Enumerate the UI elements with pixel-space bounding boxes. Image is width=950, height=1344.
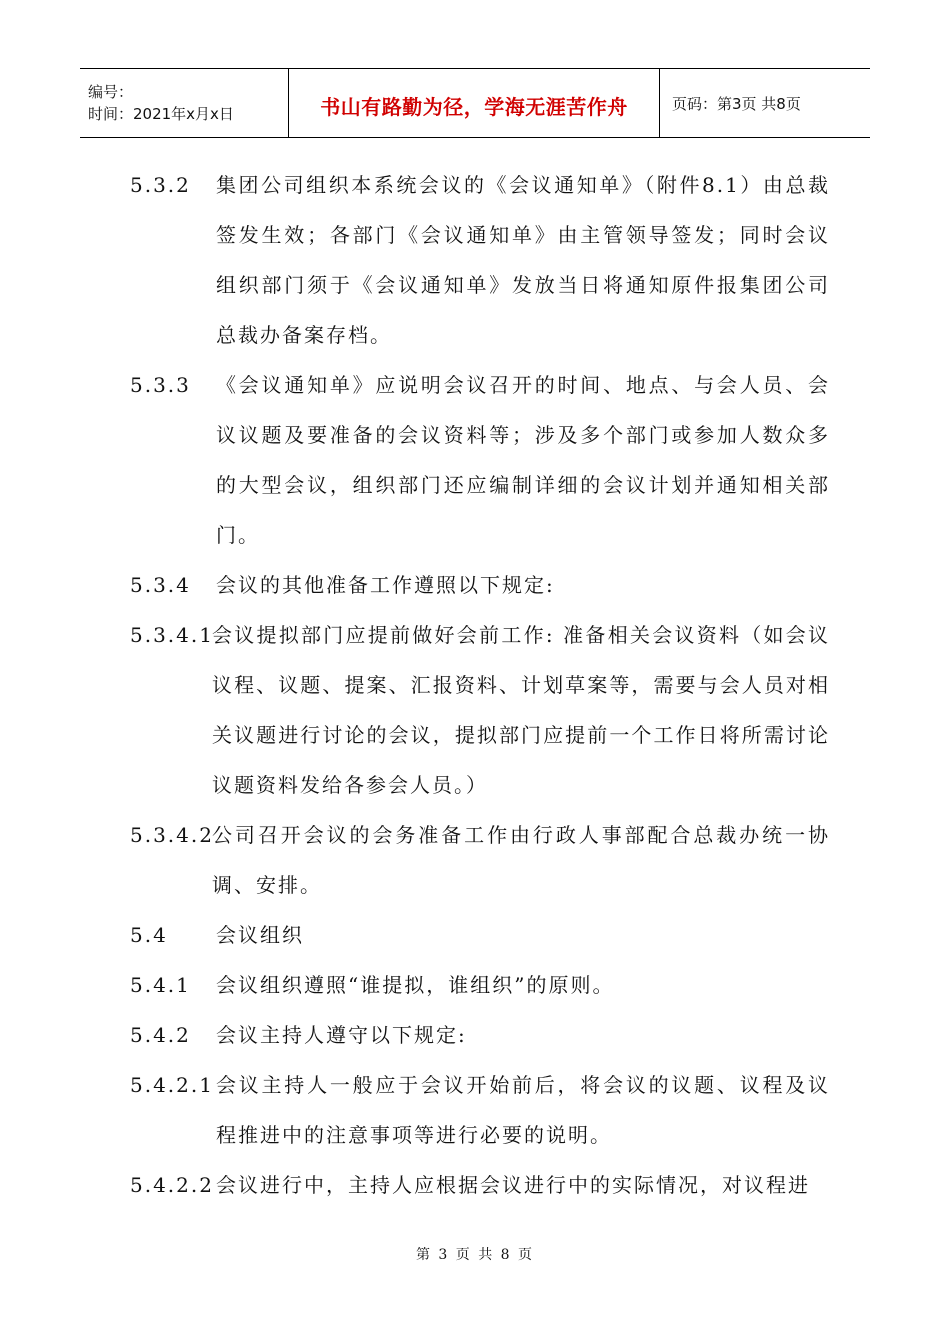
clause-text: 会议提拟部门应提前做好会前工作: 准备相关会议资料（如会议议程、议题、提案、汇报资料、计划草案等，需要与会人员对相关议题进行讨论的会议，提拟部门应提前一个工作日将所需讨论议题资料发给各参会人员。） [212, 623, 830, 797]
clause-5-3-4-2 [130, 810, 830, 910]
clause-number: 5.4 [130, 923, 168, 947]
clause-text: 会议组织遵照“谁提拟，谁组织”的原则。 [216, 973, 615, 997]
clause-text: 会议进行中，主持人应根据会议进行中的实际情况，对议程进 [216, 1173, 810, 1197]
header-page-label: 页码：第3页 共8页 [672, 94, 801, 113]
clause-text: 集团公司组织本系统会议的《会议通知单》（附件8.1）由总裁签发生效；各部门《会议通知单》由主管领导签发；同时会议组织部门须于《会议通知单》发放当日将通知原件报集团公司总裁办备案存档。 [216, 173, 830, 347]
page-header [80, 68, 870, 138]
clause-5-4-1 [130, 960, 830, 1010]
clause-5-4-2-2 [130, 1160, 830, 1210]
clause-number: 5.3.3 [130, 373, 191, 397]
clause-5-3-4 [130, 560, 830, 610]
clause-text: 公司召开会议的会务准备工作由行政人事部配合总裁办统一协调、安排。 [212, 823, 830, 897]
page-footer: 第 3 页 共 8 页 [415, 1247, 535, 1263]
header-left-cell [80, 69, 289, 137]
clause-number: 5.4.2 [130, 1023, 191, 1047]
clause-number: 5.3.2 [130, 173, 191, 197]
clause-text: 会议主持人一般应于会议开始前后，将会议的议题、议程及议程推进中的注意事项等进行必要的说明。 [216, 1073, 830, 1147]
document-body [130, 160, 830, 1210]
clause-number: 5.3.4.2 [130, 823, 214, 847]
clause-number: 5.4.2.2 [130, 1173, 214, 1197]
clause-number: 5.4.2.1 [130, 1073, 214, 1097]
clause-text: 会议的其他准备工作遵照以下规定: [216, 573, 555, 597]
header-page-cell [660, 69, 801, 137]
clause-5-3-4-1 [130, 610, 830, 810]
clause-5-4 [130, 910, 830, 960]
clause-text: 会议主持人遵守以下规定: [216, 1023, 467, 1047]
clause-text: 会议组织 [216, 923, 304, 947]
clause-number: 5.3.4 [130, 573, 191, 597]
clause-number: 5.3.4.1 [130, 623, 214, 647]
clause-text: 《会议通知单》应说明会议召开的时间、地点、与会人员、会议议题及要准备的会议资料等；涉及多个部门或参加人数众多的大型会议，组织部门还应编制详细的会议计划并通知相关部门。 [216, 373, 830, 547]
clause-5-4-2-1 [130, 1060, 830, 1160]
clause-5-3-2 [130, 160, 830, 360]
clause-number: 5.4.1 [130, 973, 191, 997]
clause-5-3-3 [130, 360, 830, 560]
clause-5-4-2 [130, 1010, 830, 1060]
header-motto: 书山有路勤为径，学海无涯苦作舟 [320, 94, 628, 119]
document-number-label: 编号： [88, 83, 134, 101]
document-date-label: 时间：2021年x月x日 [88, 105, 234, 123]
header-motto-cell [289, 69, 660, 137]
